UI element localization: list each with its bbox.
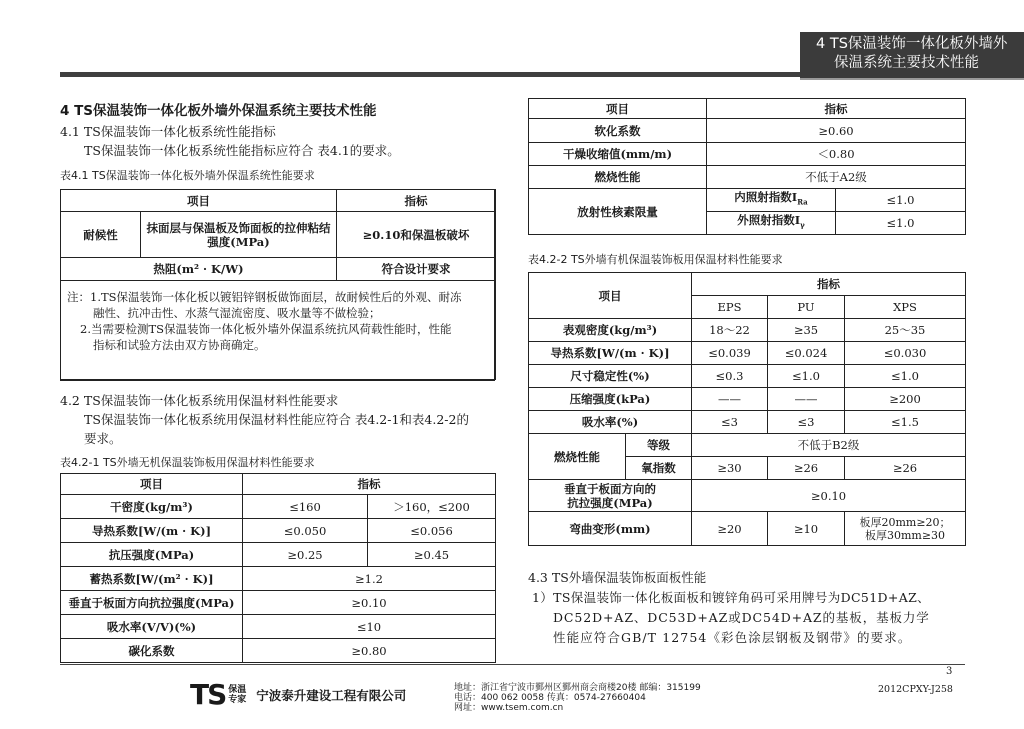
t421-row-a: ≥0.25 <box>243 543 368 567</box>
header-title-box <box>800 32 1024 78</box>
t422-bend-xps: 板厚20mm≥20； 板厚30mm≥30 <box>845 512 966 546</box>
t422-tensile-value: ≥0.10 <box>692 480 966 512</box>
table-422 <box>528 272 966 546</box>
t422-cell: ≥26 <box>845 457 966 480</box>
t422-burn-item: 燃烧性能 <box>529 434 626 480</box>
header-underline <box>800 78 1024 80</box>
t422-cell: —— <box>692 388 768 411</box>
t421-head-index: 指标 <box>243 474 496 495</box>
t421-row-b: ≥0.45 <box>368 543 496 567</box>
t421-row-item: 导热系数[W/(m · K)] <box>61 519 243 543</box>
t42top-head-item: 项目 <box>529 99 707 119</box>
s43-line3: 性能应符合GB/T 12754《彩色涂层钢板及钢带》的要求。 <box>553 630 912 645</box>
t422-col-eps: EPS <box>692 296 768 319</box>
t41-r2-value: 符合设计要求 <box>337 258 496 281</box>
t422-caption: 表4.2-2 TS外墙有机保温装饰板用保温材料性能要求 <box>528 253 783 266</box>
t421-row-item: 碳化系数 <box>61 639 243 663</box>
t42top-head-index: 指标 <box>707 99 966 119</box>
t422-bend-item: 弯曲变形(mm) <box>529 512 692 546</box>
t422-head-index: 指标 <box>692 273 966 296</box>
t422-cell: ≥26 <box>768 457 845 480</box>
s42-text1: TS保温装饰一体化板系统用保温材料性能应符合 表4.2-1和表4.2-2的 <box>84 412 469 427</box>
t421-row-a: ≤0.050 <box>243 519 368 543</box>
table-42-top <box>528 98 966 235</box>
t421-row-value: ≥1.2 <box>243 567 496 591</box>
t422-row-item: 表观密度(kg/m³) <box>529 319 692 342</box>
t421-row-b: ＞160，≤200 <box>368 495 496 519</box>
s43-line1: 1）TS保温装饰一体化板面板和镀锌角码可采用牌号为DC51D+AZ、 <box>532 590 930 605</box>
t421-row-item: 垂直于板面方向抗拉强度(MPa) <box>61 591 243 615</box>
footer-contact <box>454 683 701 713</box>
t421-row-value: ≥0.10 <box>243 591 496 615</box>
t41-group: 耐候性 <box>61 212 141 258</box>
footer-address: 地址：浙江省宁波市鄞州区鄞州商会商楼20楼 邮编：315199 <box>454 683 701 693</box>
s43-line2: DC52D+AZ、DC53D+AZ或DC54D+AZ的基板，基板力学 <box>553 610 930 625</box>
header-title-line1: 4 TS保温装饰一体化板外墙外 <box>816 36 1008 52</box>
t41-note1b: 融性、抗冲击性、水蒸气湿流密度、吸水量等不做检验； <box>93 306 381 320</box>
t42top-rad-item: 放射性核素限量 <box>529 189 707 235</box>
s42-title: 4.2 TS保温装饰一体化板系统用保温材料性能要求 <box>60 393 339 408</box>
t42top-rad-in-label: 内照射指数$I_{Ra}$ <box>707 189 836 212</box>
t422-grade-label: 等级 <box>626 434 692 457</box>
t421-row-a: ≤160 <box>243 495 368 519</box>
header-title-line2: 保温系统主要技术性能 <box>834 55 979 71</box>
table-41 <box>60 189 496 380</box>
t422-cell: 25～35 <box>845 319 966 342</box>
page-number: 3 <box>946 666 953 677</box>
footer-tel: 电话：400 062 0058 传真：0574-27660404 <box>454 693 646 703</box>
t422-cell: ≤1.0 <box>768 365 845 388</box>
t421-row-item: 蓄热系数[W/(m² · K)] <box>61 567 243 591</box>
t422-cell: ≥200 <box>845 388 966 411</box>
header-rule <box>60 72 800 77</box>
t422-col-pu: PU <box>768 296 845 319</box>
t422-row-item: 导热系数[W/(m · K)] <box>529 342 692 365</box>
t42top-rad-out-value: ≤1.0 <box>836 212 966 235</box>
t422-col-xps: XPS <box>845 296 966 319</box>
t42top-row-value: ＜0.80 <box>707 143 966 166</box>
t421-row-item: 干密度(kg/m³) <box>61 495 243 519</box>
logo-sub1: 保温 <box>228 685 247 695</box>
t422-cell: ≤1.0 <box>845 365 966 388</box>
s43-title: 4.3 TS外墙保温装饰板面板性能 <box>528 570 707 585</box>
t422-cell: ≥10 <box>768 512 845 546</box>
footer-rule <box>60 664 965 665</box>
s41-text: TS保温装饰一体化板系统性能指标应符合 表4.1的要求。 <box>84 143 400 158</box>
t422-cell: ≤0.039 <box>692 342 768 365</box>
t41-r2-item: 热阻(m² · K/W) <box>61 258 337 281</box>
logo-mark: TS <box>190 678 226 711</box>
t41-r1-value: ≥0.10和保温板破坏 <box>337 212 496 258</box>
t422-cell: ≤3 <box>768 411 845 434</box>
table-421 <box>60 473 496 663</box>
t422-cell: ≤0.030 <box>845 342 966 365</box>
t41-r1-item: 抹面层与保温板及饰面板的拉伸粘结强度(MPa) <box>141 212 337 258</box>
t422-tensile-item: 垂直于板面方向的 抗拉强度(MPa) <box>529 480 692 512</box>
section-heading: 4 TS保温装饰一体化板外墙外保温系统主要技术性能 <box>60 103 377 119</box>
t422-oxy-label: 氧指数 <box>626 457 692 480</box>
t42top-rad-in-value: ≤1.0 <box>836 189 966 212</box>
t422-cell: ≤1.5 <box>845 411 966 434</box>
t42top-row-item: 干燥收缩值(mm/m) <box>529 143 707 166</box>
t42top-rad-out-label: 外照射指数$I_\gamma$ <box>707 212 836 235</box>
t422-row-item: 吸水率(%) <box>529 411 692 434</box>
company-name: 宁波泰升建设工程有限公司 <box>256 688 407 703</box>
footer-web: 网址：www.tsem.com.cn <box>454 703 564 713</box>
t422-grade-value: 不低于B2级 <box>692 434 966 457</box>
t41-caption: 表4.1 TS保温装饰一体化板外墙外保温系统性能要求 <box>60 169 315 182</box>
logo-sub2: 专家 <box>228 695 247 705</box>
t41-note1: 注：1.TS保温装饰一体化板以镀铝锌钢板做饰面层，故耐候性后的外观、耐冻 <box>67 290 462 304</box>
t422-cell: ≥20 <box>692 512 768 546</box>
t422-cell: ≥35 <box>768 319 845 342</box>
t42top-row-value: 不低于A2级 <box>707 166 966 189</box>
t41-note2: 2.当需要检测TS保温装饰一体化板外墙外保温系统抗风荷载性能时，性能 <box>80 322 452 336</box>
doc-code: 2012CPXY-J258 <box>878 684 953 695</box>
t422-cell: ≥30 <box>692 457 768 480</box>
t421-caption: 表4.2-1 TS外墙无机保温装饰板用保温材料性能要求 <box>60 456 315 469</box>
t42top-row-item: 燃烧性能 <box>529 166 707 189</box>
t421-head-item: 项目 <box>61 474 243 495</box>
t422-cell: ≤0.3 <box>692 365 768 388</box>
t422-head-item: 项目 <box>529 273 692 319</box>
s41-title: 4.1 TS保温装饰一体化板系统性能指标 <box>60 124 276 139</box>
company-logo <box>190 678 407 711</box>
s42-text2: 要求。 <box>84 431 122 446</box>
t422-cell: ≤0.024 <box>768 342 845 365</box>
t422-cell: ≤3 <box>692 411 768 434</box>
t422-cell: —— <box>768 388 845 411</box>
t42top-row-item: 软化系数 <box>529 119 707 143</box>
t421-row-value: ≤10 <box>243 615 496 639</box>
t421-row-item: 抗压强度(MPa) <box>61 543 243 567</box>
t421-row-value: ≥0.80 <box>243 639 496 663</box>
t421-row-item: 吸水率(V/V)(%) <box>61 615 243 639</box>
t422-row-item: 尺寸稳定性(%) <box>529 365 692 388</box>
t41-head-item: 项目 <box>61 190 337 212</box>
t42top-row-value: ≥0.60 <box>707 119 966 143</box>
t41-note2b: 指标和试验方法由双方协商确定。 <box>93 338 266 352</box>
t422-row-item: 压缩强度(kPa) <box>529 388 692 411</box>
t422-cell: 18～22 <box>692 319 768 342</box>
t41-head-index: 指标 <box>337 190 496 212</box>
t421-row-b: ≤0.056 <box>368 519 496 543</box>
